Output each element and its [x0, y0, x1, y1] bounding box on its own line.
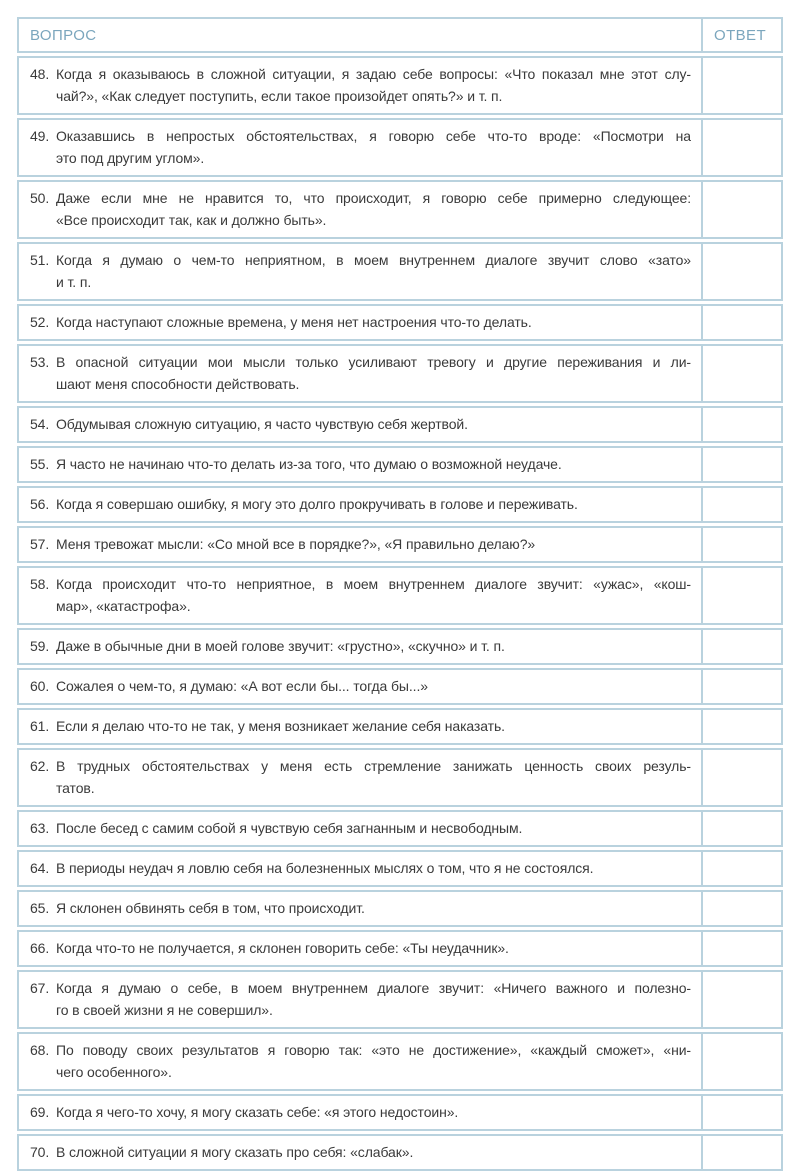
table-row: [17, 1032, 783, 1091]
question-line: Когда я думаю о себе, в моем внутреннем диалоге звучит: «Ничего важного и полезно-: [56, 980, 691, 996]
answer-cell[interactable]: [703, 892, 781, 925]
question-cell: [19, 812, 703, 845]
answer-cell[interactable]: [703, 528, 781, 561]
question-number: 58.: [30, 576, 50, 592]
answer-cell[interactable]: [703, 244, 781, 299]
question-line: После бесед с самим собой я чувствую себя загнанным и несвободным.: [56, 820, 523, 836]
table-body: [17, 56, 783, 1171]
answer-cell[interactable]: [703, 630, 781, 663]
question-number: 60.: [30, 678, 50, 694]
question-text: [56, 817, 691, 839]
question-number: 50.: [30, 190, 50, 206]
answer-column-header: ОТВЕТ: [714, 26, 767, 44]
table-row: [17, 1094, 783, 1131]
answer-cell[interactable]: [703, 710, 781, 743]
table-row: [17, 446, 783, 483]
question-text: [56, 715, 691, 737]
question-cell: [19, 750, 703, 805]
table-row: [17, 970, 783, 1029]
question-number: 53.: [30, 354, 50, 370]
question-column-header: ВОПРОС: [19, 19, 703, 51]
question-text: [56, 351, 691, 395]
answer-cell[interactable]: [703, 488, 781, 521]
answer-cell[interactable]: [703, 120, 781, 175]
table-row: [17, 486, 783, 523]
table-row: [17, 344, 783, 403]
table-row: [17, 850, 783, 887]
question-line: Я склонен обвинять себя в том, что происходит.: [56, 900, 365, 916]
question-line: «Все происходит так, как и должно быть».: [56, 212, 327, 228]
question-cell: [19, 932, 703, 965]
question-cell: [19, 58, 703, 113]
table-row: [17, 406, 783, 443]
question-text: [56, 533, 691, 555]
question-number: 55.: [30, 456, 50, 472]
question-text: [56, 311, 691, 333]
question-number: 70.: [30, 1144, 50, 1160]
question-text: [56, 937, 691, 959]
answer-cell[interactable]: [703, 1034, 781, 1089]
question-number: 61.: [30, 718, 50, 734]
question-number: 65.: [30, 900, 50, 916]
question-text: [56, 857, 691, 879]
question-text: [56, 573, 691, 617]
question-number: 68.: [30, 1042, 50, 1058]
table-row: [17, 890, 783, 927]
question-text: [56, 1141, 691, 1163]
question-line: В сложной ситуации я могу сказать про себя: «слабак».: [56, 1144, 414, 1160]
table-row: [17, 628, 783, 665]
question-number: 51.: [30, 252, 50, 268]
question-number: 56.: [30, 496, 50, 512]
answer-cell[interactable]: [703, 1136, 781, 1169]
table-header-row: [17, 17, 783, 53]
question-cell: [19, 120, 703, 175]
question-number: 52.: [30, 314, 50, 330]
table-row: [17, 56, 783, 115]
question-text: [56, 1101, 691, 1123]
table-row: [17, 304, 783, 341]
question-cell: [19, 306, 703, 339]
answer-cell[interactable]: [703, 812, 781, 845]
question-text: [56, 63, 691, 107]
question-cell: [19, 408, 703, 441]
question-line: чай?», «Как следует поступить, если такое произойдет опять?» и т. п.: [56, 88, 503, 104]
question-line: Обдумывая сложную ситуацию, я часто чувствую себя жертвой.: [56, 416, 468, 432]
table-row: [17, 180, 783, 239]
table-row: [17, 930, 783, 967]
answer-cell[interactable]: [703, 58, 781, 113]
question-cell: [19, 630, 703, 663]
answer-cell[interactable]: [703, 852, 781, 885]
question-cell: [19, 1034, 703, 1089]
question-cell: [19, 972, 703, 1027]
question-cell: [19, 852, 703, 885]
question-line: и т. п.: [56, 274, 92, 290]
question-line: В опасной ситуации мои мысли только усиливают тревогу и другие переживания и ли-: [56, 354, 691, 370]
questionnaire-table: [17, 17, 783, 1171]
question-number: 48.: [30, 66, 50, 82]
question-text: [56, 125, 691, 169]
answer-cell[interactable]: [703, 408, 781, 441]
question-line: По поводу своих результатов я говорю так: «это не достижение», «каждый сможет», «ни-: [56, 1042, 691, 1058]
question-line: Даже если мне не нравится то, что происходит, я говорю себе примерно следующее:: [56, 190, 691, 206]
question-cell: [19, 182, 703, 237]
question-text: [56, 493, 691, 515]
question-cell: [19, 710, 703, 743]
question-line: это под другим углом».: [56, 150, 205, 166]
question-line: В периоды неудач я ловлю себя на болезненных мыслях о том, что я не состоялся.: [56, 860, 594, 876]
question-line: татов.: [56, 780, 95, 796]
question-line: Когда я чего-то хочу, я могу сказать себе: «я этого недостоин».: [56, 1104, 459, 1120]
question-cell: [19, 244, 703, 299]
answer-cell[interactable]: [703, 1096, 781, 1129]
question-text: [56, 635, 691, 657]
answer-cell[interactable]: [703, 182, 781, 237]
question-cell: [19, 528, 703, 561]
question-line: Когда я оказываюсь в сложной ситуации, я задаю себе вопросы: «Что показал мне этот слу-: [56, 66, 691, 82]
question-line: Меня тревожат мысли: «Со мной все в порядке?», «Я правильно делаю?»: [56, 536, 536, 552]
question-cell: [19, 568, 703, 623]
table-row: [17, 566, 783, 625]
question-text: [56, 675, 691, 697]
question-line: Я часто не начинаю что-то делать из-за того, что думаю о возможной неудаче.: [56, 456, 562, 472]
question-number: 54.: [30, 416, 50, 432]
question-number: 67.: [30, 980, 50, 996]
question-text: [56, 897, 691, 919]
question-line: Даже в обычные дни в моей голове звучит: «грустно», «скучно» и т. п.: [56, 638, 505, 654]
question-line: Когда наступают сложные времена, у меня нет настроения что-то делать.: [56, 314, 532, 330]
question-number: 59.: [30, 638, 50, 654]
question-cell: [19, 448, 703, 481]
answer-cell[interactable]: [703, 932, 781, 965]
question-number: 69.: [30, 1104, 50, 1120]
question-cell: [19, 670, 703, 703]
question-line: Когда я совершаю ошибку, я могу это долго прокручивать в голове и переживать.: [56, 496, 578, 512]
question-line: шают меня способности действовать.: [56, 376, 300, 392]
question-text: [56, 1039, 691, 1083]
question-line: мар», «катастрофа».: [56, 598, 191, 614]
question-line: Когда что-то не получается, я склонен говорить себе: «Ты неудачник».: [56, 940, 509, 956]
question-line: Оказавшись в непростых обстоятельствах, я говорю себе что-то вроде: «Посмотри на: [56, 128, 691, 144]
question-text: [56, 977, 691, 1021]
answer-cell[interactable]: [703, 972, 781, 1027]
question-number: 49.: [30, 128, 50, 144]
table-row: [17, 748, 783, 807]
question-number: 64.: [30, 860, 50, 876]
question-line: Если я делаю что-то не так, у меня возникает желание себя наказать.: [56, 718, 505, 734]
table-row: [17, 1134, 783, 1171]
question-line: го в своей жизни я не совершил».: [56, 1002, 273, 1018]
table-row: [17, 708, 783, 745]
answer-cell[interactable]: [703, 448, 781, 481]
answer-cell[interactable]: [703, 670, 781, 703]
question-cell: [19, 346, 703, 401]
question-text: [56, 453, 691, 475]
question-cell: [19, 892, 703, 925]
question-text: [56, 755, 691, 799]
question-line: чего особенного».: [56, 1064, 172, 1080]
answer-cell[interactable]: [703, 568, 781, 623]
answer-cell[interactable]: [703, 750, 781, 805]
answer-cell[interactable]: [703, 306, 781, 339]
question-line: Когда я думаю о чем-то неприятном, в моем внутреннем диалоге звучит слово «зато»: [56, 252, 691, 268]
question-cell: [19, 1096, 703, 1129]
question-line: В трудных обстоятельствах у меня есть стремление занижать ценность своих резуль-: [56, 758, 691, 774]
table-row: [17, 668, 783, 705]
question-cell: [19, 488, 703, 521]
question-number: 62.: [30, 758, 50, 774]
question-cell: [19, 1136, 703, 1169]
answer-cell[interactable]: [703, 346, 781, 401]
question-line: Когда происходит что-то неприятное, в моем внутреннем диалоге звучит: «ужас», «кош-: [56, 576, 691, 592]
table-row: [17, 242, 783, 301]
table-row: [17, 526, 783, 563]
table-row: [17, 810, 783, 847]
table-row: [17, 118, 783, 177]
question-number: 57.: [30, 536, 50, 552]
question-number: 66.: [30, 940, 50, 956]
question-line: Сожалея о чем-то, я думаю: «А вот если бы... тогда бы...»: [56, 678, 428, 694]
question-text: [56, 413, 691, 435]
question-text: [56, 249, 691, 293]
question-text: [56, 187, 691, 231]
question-number: 63.: [30, 820, 50, 836]
